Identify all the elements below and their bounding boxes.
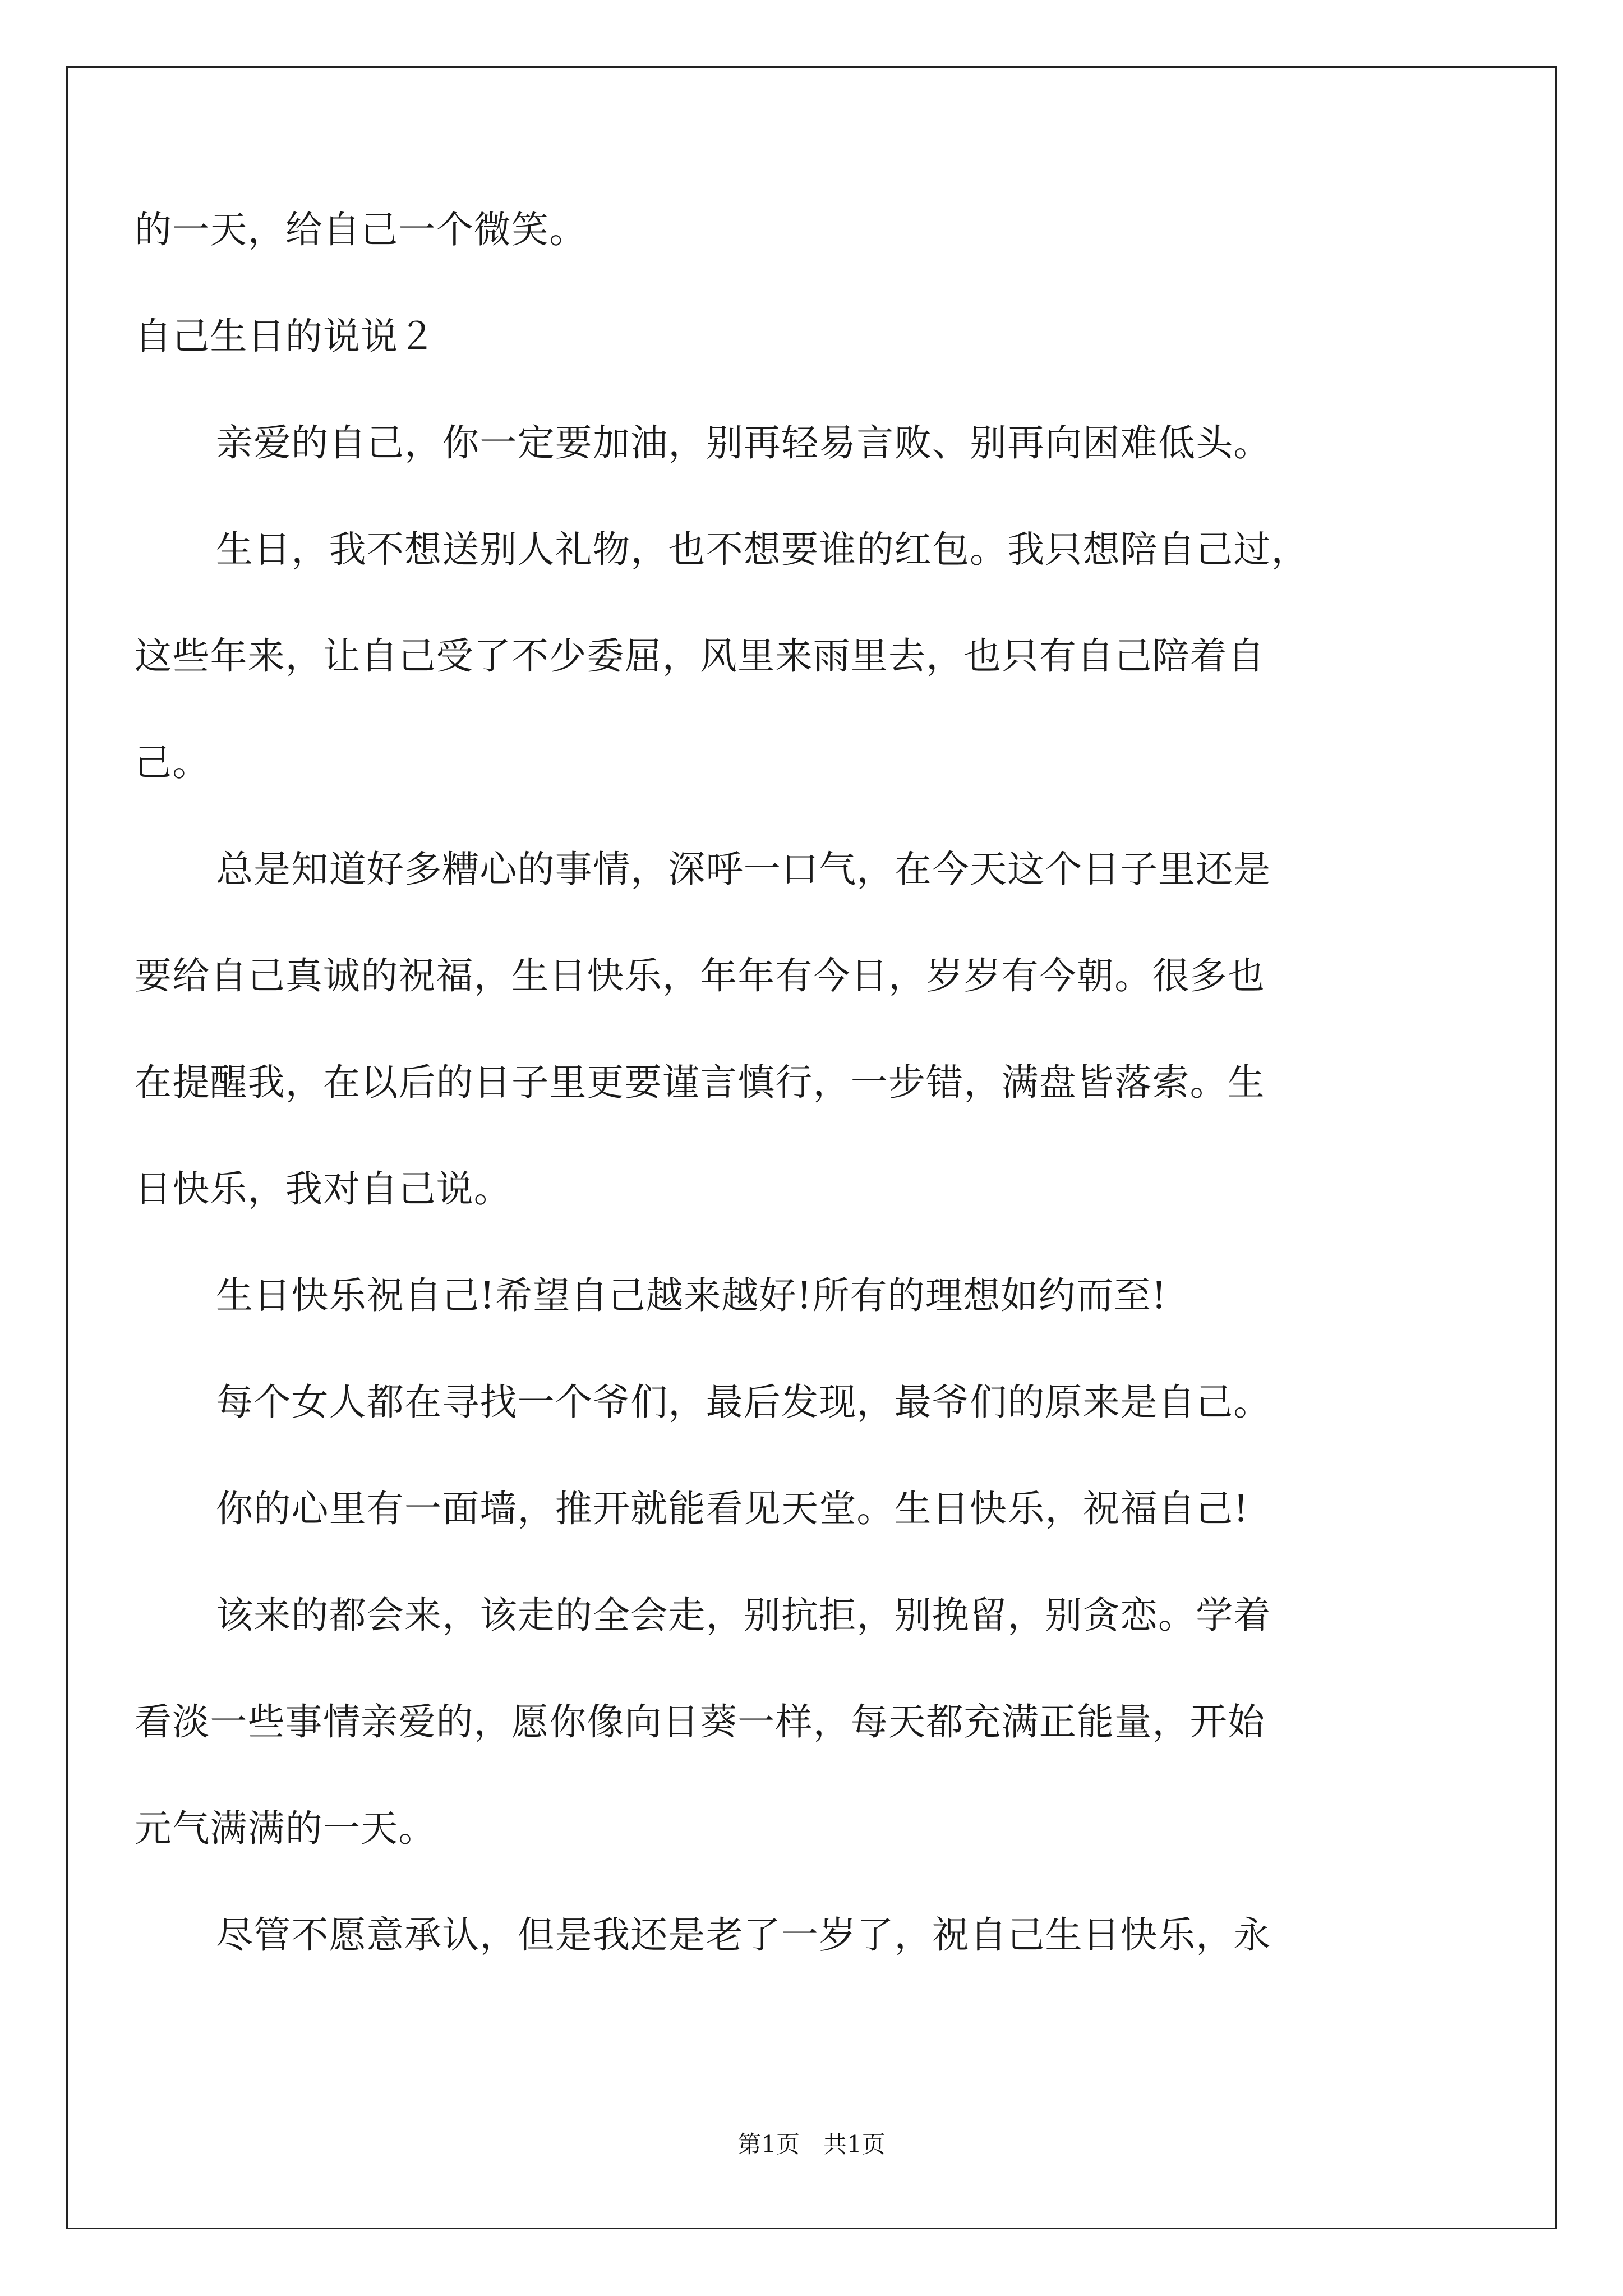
text-line: 己。: [135, 741, 210, 784]
text-line: 看淡一些事情亲爱的，愿你像向日葵一样，每天都充满正能量，开始: [135, 1700, 1265, 1743]
text-line: 尽管不愿意承认，但是我还是老了一岁了，祝自己生日快乐，永: [216, 1913, 1271, 1957]
page-number: 第1页 共1页: [737, 2131, 886, 2158]
text-line: 要给自己真诚的祝福，生日快乐，年年有今日，岁岁有今朝。很多也: [135, 954, 1265, 997]
text-line: 元气满满的一天。: [135, 1807, 436, 1850]
text-line: 生日快乐祝自己!希望自己越来越好!所有的理想如约而至!: [216, 1274, 1167, 1317]
text-line: 你的心里有一面墙，推开就能看见天堂。生日快乐，祝福自己!: [216, 1487, 1249, 1530]
text-line: 每个女人都在寻找一个爷们，最后发现，最爷们的原来是自己。: [216, 1381, 1271, 1424]
text-line: 日快乐，我对自己说。: [135, 1167, 511, 1211]
text-line: 在提醒我，在以后的日子里更要谨言慎行，一步错，满盘皆落索。生: [135, 1061, 1265, 1104]
text-line: 生日，我不想送别人礼物，也不想要谁的红包。我只想陪自己过，: [216, 528, 1309, 571]
page-border: [66, 66, 1557, 2229]
text-line: 亲爱的自己，你一定要加油，别再轻易言败、别再向困难低头。: [216, 421, 1271, 464]
text-line: 的一天，给自己一个微笑。: [135, 208, 587, 251]
section-heading: 自己生日的说说２: [135, 315, 436, 358]
text-line: 总是知道好多糟心的事情，深呼一口气，在今天这个日子里还是: [216, 848, 1271, 891]
text-line: 这些年来，让自己受了不少委屈，风里来雨里去，也只有自己陪着自: [135, 634, 1265, 678]
text-line: 该来的都会来，该走的全会走，别抗拒，别挽留，别贪恋。学着: [216, 1594, 1271, 1637]
